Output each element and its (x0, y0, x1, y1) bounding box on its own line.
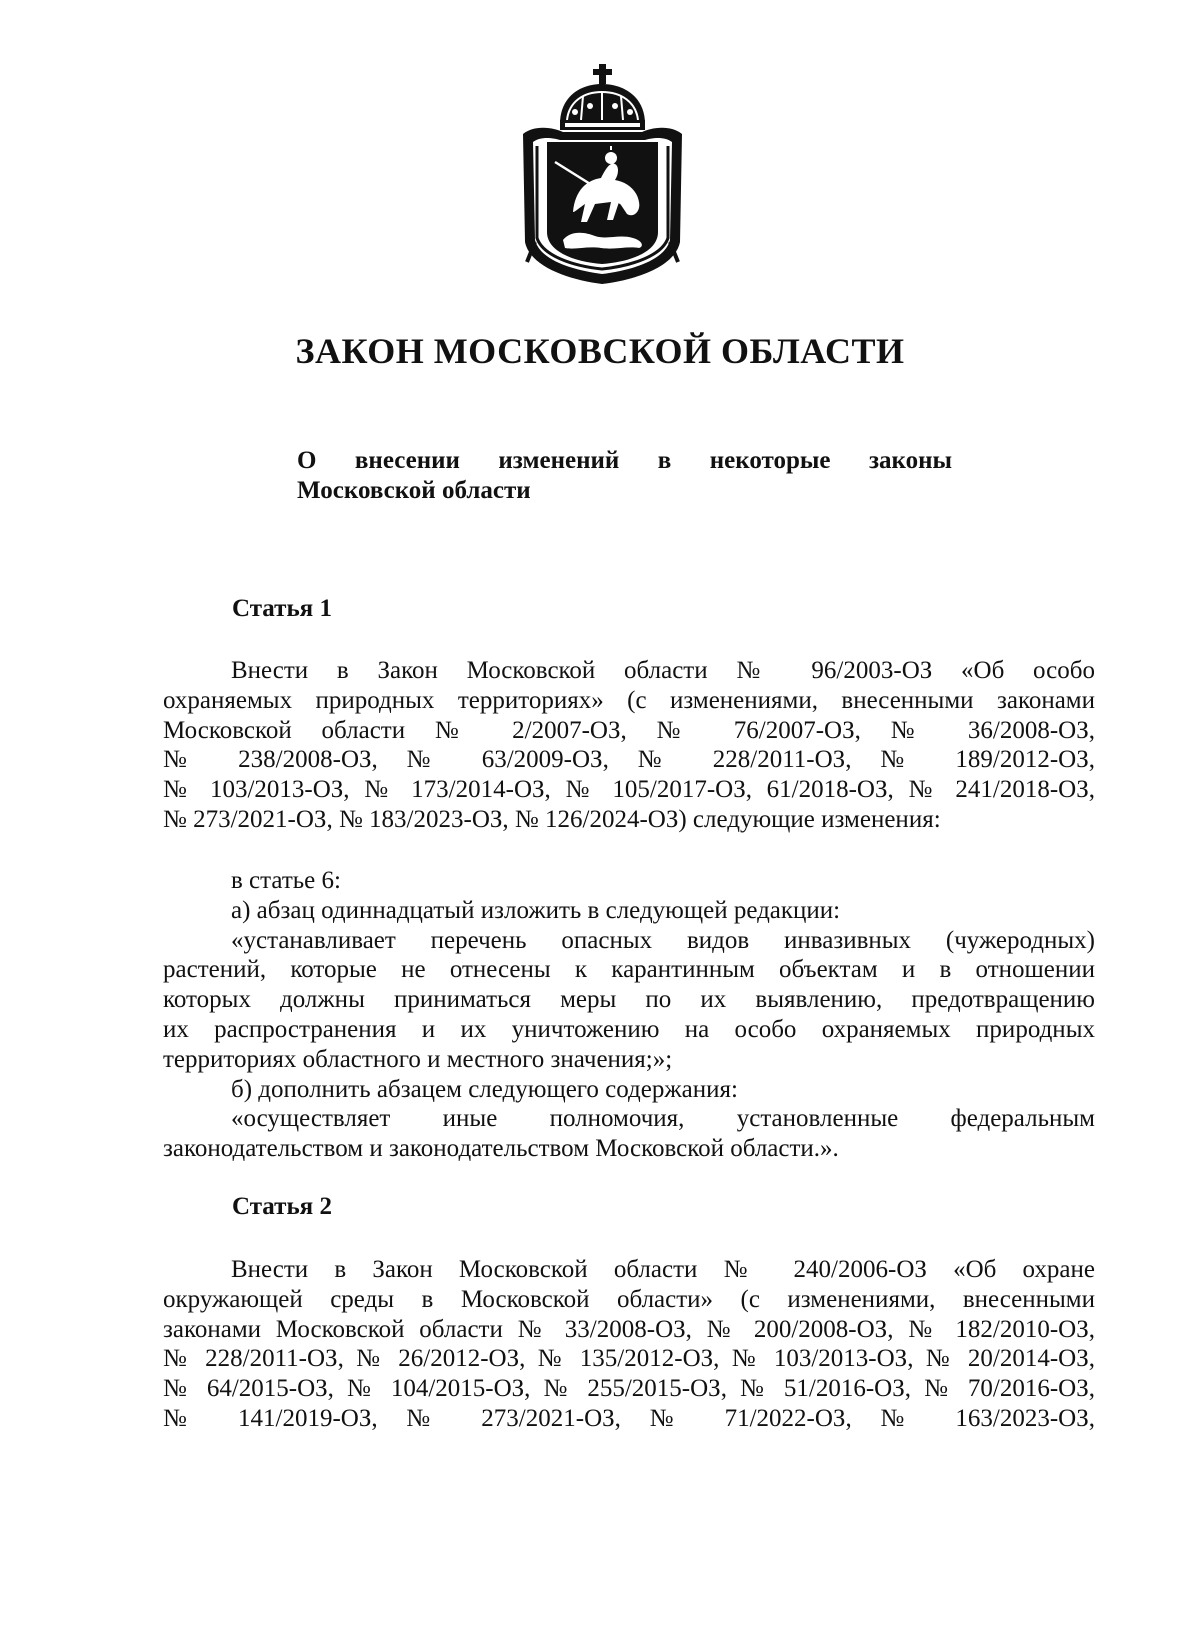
text-line: охраняемых природных территориях» (с изменениями, внесенными законами (163, 686, 1095, 714)
document-title: ЗАКОН МОСКОВСКОЙ ОБЛАСТИ (295, 331, 905, 371)
text-line: законами Московской области № 33/2008-ОЗ, № 200/2008-ОЗ, № 182/2010-ОЗ, (163, 1315, 1095, 1343)
article-2-heading: Статья 2 (232, 1193, 332, 1220)
text-line: «устанавливает перечень опасных видов инвазивных (чужеродных) (231, 926, 1095, 954)
subtitle-line: О внесении изменений в некоторые законы (297, 447, 952, 474)
text-line: их распространения и их уничтожению на особо охраняемых природных (163, 1015, 1095, 1043)
text-line: Внести в Закон Московской области № 96/2003-ОЗ «Об особо (231, 657, 1095, 684)
text-line: № 238/2008-ОЗ, № 63/2009-ОЗ, № 228/2011-ОЗ, № 189/2012-ОЗ, (163, 746, 1095, 774)
subtitle-line: Московской области (297, 477, 531, 504)
text-line: законодательством и законодательством Московской области.». (163, 1135, 839, 1163)
text-line: окружающей среды в Московской области» (с изменениями, внесенными (163, 1285, 1095, 1313)
text-line: № 141/2019-ОЗ, № 273/2021-ОЗ, № 71/2022-ОЗ, № 163/2023-ОЗ, (163, 1404, 1095, 1432)
text-line: Московской области № 2/2007-ОЗ, № 76/2007-ОЗ, № 36/2008-ОЗ, (163, 716, 1095, 744)
article-1-heading: Статья 1 (232, 595, 332, 622)
article-1-paragraph-1 (163, 656, 1095, 835)
text-line: территориях областного и местного значения;»; (163, 1045, 673, 1073)
text-line: № 103/2013-ОЗ, № 173/2014-ОЗ, № 105/2017-ОЗ, 61/2018-ОЗ, № 241/2018-ОЗ, (163, 776, 1095, 804)
article-1-paragraph-2 (163, 866, 1095, 1164)
text-line: которых должны приниматься меры по их выявлению, предотвращению (163, 986, 1095, 1014)
text-line: растений, которые не отнесены к карантинным объектам и в отношении (163, 956, 1095, 984)
text-line: Внести в Закон Московской области № 240/2006-ОЗ «Об охране (231, 1256, 1095, 1283)
text-line: № 64/2015-ОЗ, № 104/2015-ОЗ, № 255/2015-ОЗ, № 51/2016-ОЗ, № 70/2016-ОЗ, (163, 1375, 1095, 1403)
coat-of-arms-icon (515, 62, 690, 287)
document-subtitle (297, 446, 952, 506)
text-line: а) абзац одиннадцатый изложить в следующей редакции: (231, 896, 841, 924)
text-line: № 228/2011-ОЗ, № 26/2012-ОЗ, № 135/2012-ОЗ, № 103/2013-ОЗ, № 20/2014-ОЗ, (163, 1345, 1095, 1373)
text-line: «осуществляет иные полномочия, установленные федеральным (231, 1105, 1095, 1133)
text-line: № 273/2021-ОЗ, № 183/2023-ОЗ, № 126/2024-ОЗ) следующие изменения: (163, 805, 941, 833)
text-line: б) дополнить абзацем следующего содержания: (231, 1075, 738, 1103)
article-2-paragraph-1 (163, 1255, 1095, 1434)
text-line: в статье 6: (231, 867, 341, 894)
